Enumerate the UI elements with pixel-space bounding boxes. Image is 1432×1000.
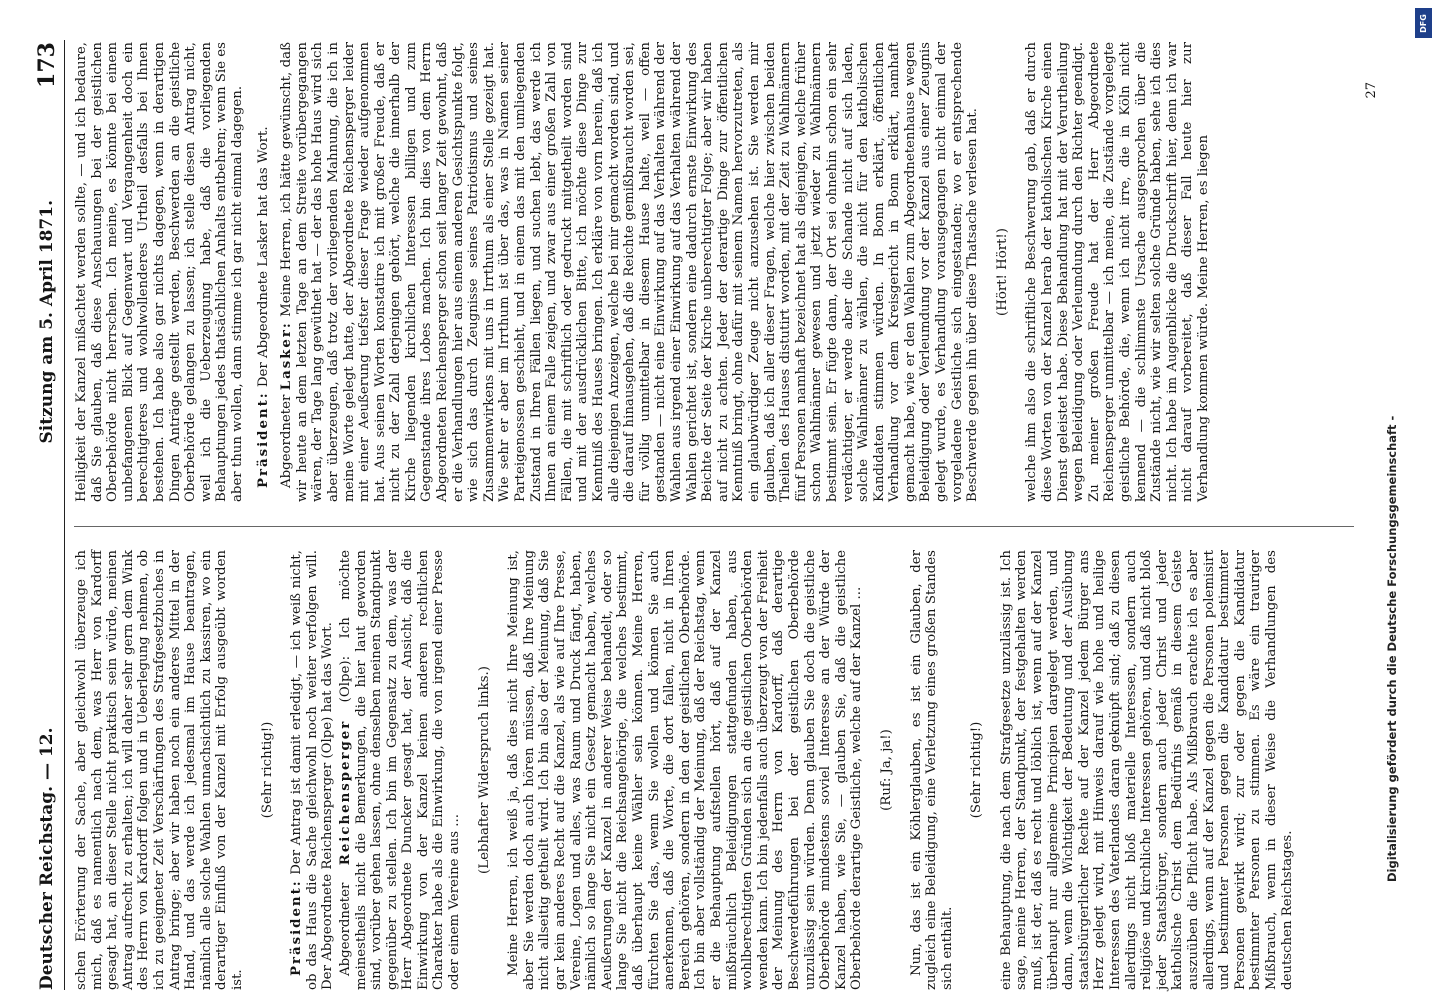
speaker-name: Lasker: [279, 321, 295, 391]
speaker-intro: Abgeordneter [337, 882, 353, 976]
paragraph: schen Erörterung der Sache, aber gleichwohl überzeuge ich mich, daß es namentlich nach dem, was Herr von Kardorff gesagt hat, an dieser Stelle nicht praktisch sein würde, meinen Antrag aufrecht zu erhalten; ich will daher sehr gern dem Wink des Herrn von Kardorff folgen und in Ueberlegung nehmen, ob ich zu geeigneter Zeit Verschärfungen des Strafgesetzbuches in Antrag bringe; aber wir haben noch ein anderes Mittel in der Hand, und das werde ich jedesmal im Hause beantragen, nämlich alle solche Wahlen unnachsichtlich zu kassiren, wo ein derartiger Einfluß von der Kanzel mit Erfolg ausgeübt worden ist. [74, 550, 245, 990]
speaker-paragraph [338, 550, 463, 990]
paragraph: Nun, das ist ein Köhlerglauben, es ist ein Glauben, der zugleich eine Beleidigung, eine Verletzung eines großen Standes sich enthält. [908, 550, 955, 990]
remark: (Sehr richtig!) [969, 721, 985, 819]
speaker-intro: Abgeordneter [279, 394, 295, 488]
speaker-paragraph [279, 42, 981, 502]
remark: (Ruf: Ja, ja!) [878, 729, 894, 811]
dfg-logo-text: DFG [1419, 13, 1429, 33]
header-right: Sitzung am 5. April 1871. [37, 200, 57, 444]
remark: (Sehr richtig!) [259, 721, 275, 819]
speaker-text: Meine Herren, ich hätte gewünscht, daß wir heute an dem letzten Tage an dem Streite vorübergegangen wären, der Tage lang gewüthet hat — der das hohe Haus wird sich aber überzeugen, daß trotz der vorliegenden Mahnung, die ich in meine Worte gelegt hatte, der Abgeordnete Reichensperger leider mit einer Aeußerung tiefster dieser Frage wieder aufgenommen hat. Aus seinen Worten konstatire ich mit großer Freude, daß er nicht zu der Zahl derjenigen gehört, welche die innerhalb der Kirche liegenden kirchlichen Interessen billigen und zum Gegenstande ihres Lobes machen. Ich bin dies von dem Herrn Abgeordneten Reichensperger schon seit langer Zeit gewohnt, daß er die Verhandlungen hier aus einem anderen Gesichtspunkte folgt, wie sich das durch Zeugnisse seines Patriotismus und seines Zusammenwirkens mit uns in Irrthum als einer Stelle gezeigt hat. Wie sehr er aber im Irrthum ist über das, was in Namen seiner Parteigenossen geschieht, und in einem das mit den umliegenden Zustand in Ihren Fällen liegen, und suchen lebt, das werde ich Ihnen an einem Falle zeigen, und zwar aus einer großen Zahl von Fällen, die mit schriftlich oder gedruckt mitgetheilt worden sind und mit der ausdrücklichen Bitte, ich möchte diese Dinge zur Kenntniß des Hauses bringen. Ich erkläre von vorn herein, daß ich alle diejenigen Anzeigen, welche bei mir gemacht worden sind, und die darauf hinausgehen, daß die Reichte gemißbraucht worden sei, für völlig unmittelbar in diesem Hause halte, weil — offen gestanden — nicht eine Einwirkung auf das Verhalten während der Wahlen aus irgend einer Einwirkung auf das Verhalten während der Wahlen gerichtet ist, sondern eine dadurch ernste Einwirkung des Beichte der Seite der Kirche unberechtigter Folge; aber wir haben auf nicht zu achten. Jeder der derartige Dinge zur öffentlichen Kenntniß bringt, ohne dafür mit seinem Namen hervorzutreten, als ein glaubwürdiger Zeuge nicht anzusehen ist. Sie werden mir glauben, daß ich aller dieser Fragen, welche hier zwischen beiden Theilen des Hauses distutirt worden, mit der Zeit zu Wahlmännern fünf Personen namhaft bezeichnet hat als diejenigen, welche früher schon Wahlmänner gewesen und jetzt wieder zu Wahlmännern bestimmt sein. Er fügte dann, der Ort sei ohnehin schon ein sehr verdächtiger, er werde aber die Schande nicht auf sich laden, solche Wahlmänner zu wählen, die nicht für den katholischen Kandidaten stimmen würden. In Bonn erklärt, öffentlichen Verhandlung vor dem Kreisgericht in Bonn erklärt, namhaft gemacht habe, wie er den Wahlen zum Abgeordnetenhause wegen Beleidigung oder Verleumdung vor der Kanzel aus einer Zeugnis gelegt wurde, es Verhandlung vorausgegangen nicht einmal der vorgeladene Geistliche sich eingestanden; wo er entsprechende Beschwerde gegen ihn über diese Thatsache verlesen hat. [279, 42, 981, 502]
paragraph: eine Behauptung, die nach dem Strafgesetze unzulässig ist. Ich sage, meine Herren, der Standpunkt, der festgehalten werden muß, ist der, daß es recht und löblich ist, wenn auf der Kanzel überhaupt nur allgemeine Principien dargelegt werden, und dann, wenn die Wichtigkeit der Bedeutung und der Ausübung staatsbürgerlicher Rechte auf der Kanzel jedem Bürger ans Herz gelegt wird, mit Hinweis darauf wie hohe und heilige Interessen des Vaterlandes daran geknüpft sind; daß zu diesen allerdings nicht bloß materielle Interessen, sondern auch religiöse und kirchliche Interessen gehören, und daß nicht bloß jeder Staatsbürger, sondern auch jeder Christ und jeder katholische Christ dem Bedürfnis gemäß in diesem Geiste auszuüben die Pflicht habe. Als Mißbrauch erachte ich es aber allerdings, wenn auf der Kanzel gegen die Personen polemisirt und bestimmter Personen gegen die Kandidatur bestimmter Personen gewirkt wird; zur oder gegen die Kandidatur bestimmter Personen zu stimmen. Es wäre ein trauriger Mißbrauch, wenn in dieser Weise die Verhandlungen des deutschen Reichstages. [998, 550, 1295, 990]
dfg-logo [1415, 8, 1432, 38]
page-header [30, 40, 65, 990]
speaker-name: Reichensperger [337, 719, 353, 866]
president-paragraph [256, 42, 272, 502]
right-column [74, 42, 1380, 502]
president-label: Präsident: [289, 879, 305, 976]
remark: (Lebhafter Widerspruch links.) [476, 666, 492, 874]
column-divider [74, 526, 1354, 527]
president-paragraph [289, 550, 336, 990]
speaker-text: Ich möchte meinestheils nicht die Bemerkungen, die hier laut geworden sind, vorüber gehen lassen, ohne denselben meinen Standpunkt gegenüber zu stellen. Ich bin im Gegensatz zu dem, was der Herr Abgeordnete Duncker gesagt hat, der Ansicht, daß die Einwirkung von der Kanzel keinen anderen rechtlichen Charakter habe als die Einwirkung, die von irgend einer Presse oder einem Vereine aus ... [337, 549, 463, 990]
page-number: 173 [34, 42, 60, 88]
speaker-party: (Olpe): [337, 655, 353, 703]
digitization-stamp [1372, 2, 1412, 992]
president-label: Präsident: [255, 391, 271, 488]
left-column [74, 550, 1374, 990]
president-text: Der Abgeordnete Lasker hat das Wort. [255, 126, 271, 388]
paragraph: welche ihm also die schriftliche Beschwerung gab, daß er durch diese Worten von der Kanzel herab der katholischen Kirche einen Dienst geleistet habe. Diese Behandlung hat mit der Verurtheilung wegen Beleidigung oder Verleumdung durch den Richter geendigt. Zu meiner großen Freude hat der Herr Abgeordnete Reichensperger unmittelbar — ich meine, die Zustände vorgelegte geistliche Behörde, die, wenn ich nicht irre, die in Köln nicht kennend — die schlimmste Ursache ausgesprochen über die Zustände nicht, wie wir selten solche Gründe haben, sehe ich dies nicht. Ich habe im Augenblicke die Druckschrift hier, denn ich war nicht darauf vorbereitet, daß dieser Fall heute hier zur Verhandlung kommen würde. Meine Herren, es liegen [1024, 42, 1211, 502]
remark: (Hört! Hört!) [994, 228, 1010, 316]
paragraph: Meine Herren, ich weiß ja, daß dies nicht Ihre Meinung ist, aber Sie werden doch auch hören müssen, daß Ihre Meinung nicht allseitig getheilt wird. Ich bin also der Meinung, daß Sie gar kein anderes Recht auf die Kanzel, als wie auf Ihre Presse, Vereine, Logen und alles, was Raum und Druck fängt, haben, nämlich so lange Sie nicht ein Gesetz gemacht haben, welches Aeußerungen der Kanzel in anderer Weise behandelt, oder so lange Sie nicht die Reichsangehörige, die welches bestimmt, daß überhaupt keine Wähler sein können. Meine Herren, fürchten Sie das, wenn Sie wollen und können Sie auch anerkennen, daß die Worte, die dort fallen, nicht in Ihren Bereich gehören, sondern in den der geistlichen Oberbehörde. Ich bin aber vollständig der Meinung, daß der Reichstag, wenn er die Behauptung aufstellen hört, daß auf der Kanzel mißbräuchlich Beleidigungen stattgefunden haben, aus wohlberechtigten Gründen sich an die geistlichen Oberbehörden wenden kann. Ich bin jedenfalls auch überzeugt von der Freiheit der Meinung des Herrn von Kardorff, daß derartige Beschwerdeführungen bei der geistlichen Oberbehörde unzulässig sein würden. Denn glauben Sie doch die geistliche Oberbehörde mindestens soviel Interesse an der Würde der Kanzel haben, wie Sie, — glauben Sie, daß die geistliche Oberbehörde derartige Geistliche, welche auf der Kanzel ... [506, 550, 865, 990]
signature-number: 27 [1364, 82, 1380, 99]
header-left: Deutscher Reichstag. — 12. [37, 727, 57, 990]
stamp-text: Digitalisierung gefördert durch die Deutsche Forschungsgemeinschaft - [1385, 415, 1399, 882]
rotated-page-content [30, 40, 1385, 990]
paragraph: Heiligkeit der Kanzel mißachtet werden sollte, — und ich bedaure, daß Sie glauben, daß diese Anschauungen bei der geistlichen Oberbehörde nicht herrschen. Ich meine, es könnte bei einem unbefangenen Blick auf Gegenwart und Vergangenheit doch ein berechtigteres und wohlwollenderes Urtheil desfalls bei Ihnen bestehen. Ich habe also gar nichts dagegen, wenn in derartigen Dingen Anträge gestellt werden, Beschwerden an die geistliche Oberbehörde gelangen zu lassen; ich stelle diesen Antrag nicht, weil ich die Ueberzeugung habe, daß die vorliegenden Behauptungen jedes thatsächlichen Anhalts entbehren; wenn Sie es aber thun wollen, dann stimme ich gar nicht einmal dagegen. [74, 42, 245, 502]
president-text: Der Antrag ist damit erledigt, — ich weiß nicht, ob das Haus die Sache gleichwohl noch weiter verfolgen will. Der Abgeordnete Reichensperger (Olpe) hat das Wort. [289, 550, 336, 990]
